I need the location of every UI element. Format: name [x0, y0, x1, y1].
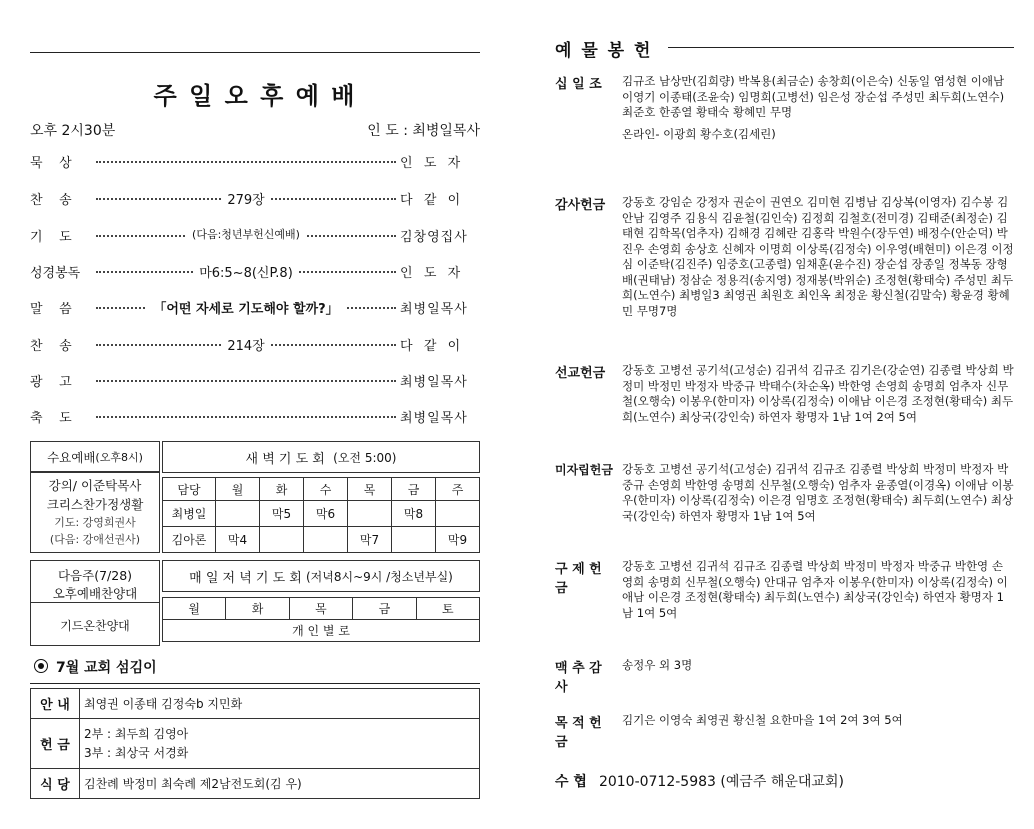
order-content: 279장	[221, 193, 270, 208]
study-next-prayer: (다음: 강애선권사)	[49, 533, 141, 546]
dawn-cell	[216, 501, 260, 527]
offering-label: 선교헌금	[555, 366, 606, 381]
dawn-cell	[304, 527, 348, 553]
dawn-header-cell: 수	[304, 478, 348, 501]
offering-online: 온라인- 이광희 황수호(김세린)	[622, 126, 776, 141]
offering-names: 강동호 강임순 강정자 권순이 권연오 김미현 김병남 김상복(이영자) 김수봉 김안남 김영주 김용식 김윤철(김인숙) 김정희 김철호(전미경) 김태준(최정순) 김태현 김학목(엄추자) 김해경 김혜란 김홍락 박원수(장두연) 배정수(안순덕) 박진우 손영희 송상호 신혜자 이명희 이상록(김정숙) 이우영(배현미) 이은경 이정심 이준탁(김진주) 임중호(고종렬) 임채훈(윤수진) 장순섭 장종일 정복동 장형배(권태남) 정삼순 정용걱(송지영) 정재봉(박위순) 조정현(황태숙) 주성민 최두희(노연수) 최병일3 최영권 최원호 최인옥 최정운 황신철(김말숙) 황윤경 황혜민 무명7명	[622, 195, 1014, 318]
dawn-cell: 막5	[260, 501, 304, 527]
wednesday-service-box	[30, 441, 160, 473]
evening-prayer-table	[162, 597, 480, 642]
dawn-header-cell: 화	[260, 478, 304, 501]
bank-info	[555, 771, 844, 791]
order-row	[30, 371, 480, 391]
order-leader: 인 도 자	[400, 156, 462, 171]
order-row	[30, 407, 480, 427]
dawn-row-pastor: 김아론	[163, 527, 216, 553]
dawn-row-pastor: 최병일	[163, 501, 216, 527]
service-team-heading: 7월 교회 섬김이	[34, 657, 157, 677]
dawn-header-cell: 목	[348, 478, 392, 501]
dawn-cell: 막8	[392, 501, 436, 527]
order-leader: 다 같 이	[400, 193, 462, 208]
service-team-table	[30, 688, 480, 799]
order-leader: 최병일목사	[400, 302, 468, 317]
evening-day-cell: 화	[226, 598, 289, 620]
top-rule-left	[30, 52, 480, 53]
order-leader: 최병일목사	[400, 375, 468, 390]
order-label: 기 도	[30, 230, 72, 245]
wed-title: 수요예배	[47, 450, 96, 465]
study-lecturer: 강의/ 이준탁목사	[48, 478, 142, 493]
next-week-choir-label: 오후예배찬양대	[52, 586, 138, 601]
dawn-cell	[348, 501, 392, 527]
offering-names: 강동호 고병선 김귀석 김규조 김종렬 박상희 박정미 박정자 박중규 박한영 손영희 송명희 신무철(오행숙) 안대규 엄추자 이봉우(한미자) 이상록(김정숙) 이애남 이은경 조정현(황태숙) 최두희(노연수) 최상국(강인숙) 하연자 황명자 1남 1여 5여	[622, 559, 1008, 620]
offering-label: 구 제 헌 금	[555, 562, 602, 596]
dawn-header-cell: 금	[392, 478, 436, 501]
offerings-heading: 예 물 봉 헌	[555, 41, 653, 61]
order-content: 마6:5~8(신P.8)	[193, 266, 299, 281]
dawn-header-cell: 월	[216, 478, 260, 501]
order-row	[30, 152, 480, 172]
service-time: 오후 2시30분	[30, 123, 116, 139]
evening-prayer-title-box	[162, 560, 480, 592]
dawn-title: 새 벽 기 도 회	[245, 451, 325, 467]
order-row	[30, 335, 480, 355]
service-kitchen: 김찬례 박정미 최숙례 제2남전도회(김 우)	[80, 769, 480, 799]
wed-time: (오후8시)	[95, 451, 143, 464]
dawn-header-cell: 주	[436, 478, 480, 501]
offering-names: 강동호 고병선 공기석(고성순) 김귀석 김규조 김기은(강순연) 김종렬 박상희 박정미 박정민 박정자 박중규 박태수(차순옥) 박한영 손영희 송명희 엄추자 신무철(오행숙) 이봉우(한미자) 이상록(김정숙) 이애남 이은경 조정현(황태숙) 최두희(노연수) 최상국(강인숙) 하연자 황명자 1남 1여 2여 5여	[622, 363, 1014, 424]
service-leader: 인 도 : 최병일목사	[367, 123, 480, 139]
order-label: 성경봉독	[30, 266, 81, 281]
order-row	[30, 298, 480, 318]
order-label: 묵 상	[30, 156, 72, 171]
service-ushers-label: 안 내	[31, 689, 80, 719]
evening-day-cell: 목	[289, 598, 352, 620]
offering-names: 강동호 고병선 공기석(고성순) 김귀석 김규조 김종렬 박상희 박정미 박정자 박중규 손영희 박한영 송명희 신무철(오행숙) 엄추자 윤종열(이경옥) 이애남 이봉우(한미자) 이상록(김정숙) 이은경 임명호 조정현(황태숙) 최두희(노연수) 최상국(강인숙) 하연자 황명자 1남 1여 5여	[622, 462, 1014, 523]
service-ushers: 최영권 이종태 김정숙b 지민화	[80, 689, 480, 719]
dawn-prayer-title-box	[162, 441, 480, 473]
next-week-choir: 기드온찬양대	[60, 619, 130, 633]
evening-time: (저녁8시~9시 /청소년부실)	[305, 569, 453, 584]
order-leader: 인 도 자	[400, 266, 462, 281]
order-label: 축 도	[30, 411, 72, 426]
study-prayer: 기도: 강영희권사	[54, 516, 136, 529]
order-content: (다음:청년부헌신예배)	[186, 228, 306, 241]
service-offering-3rd: 3부 : 최상국 서경화	[84, 745, 189, 760]
order-leader: 다 같 이	[400, 339, 462, 354]
next-week-date: 다음주(7/28)	[57, 568, 133, 583]
order-label: 말 씀	[30, 302, 72, 317]
dawn-cell: 막7	[348, 527, 392, 553]
evening-day-cell: 월	[163, 598, 226, 620]
offering-label: 목 적 헌 금	[555, 716, 602, 750]
dawn-cell: 막6	[304, 501, 348, 527]
dawn-cell: 막4	[216, 527, 260, 553]
offering-label: 십 일 조	[555, 77, 602, 92]
dawn-cell: 막9	[436, 527, 480, 553]
evening-day-cell: 토	[416, 598, 479, 620]
study-topic: 크리스찬가정생활	[46, 497, 144, 512]
offerings-heading-rule	[668, 47, 1014, 48]
offering-names: 송정우 외 3명	[622, 658, 693, 672]
order-row	[30, 189, 480, 209]
dawn-cell	[392, 527, 436, 553]
dawn-header-cell: 담당	[163, 478, 216, 501]
bank-label: 수 협	[555, 774, 587, 790]
offering-names: 김기은 이영숙 최영권 황신철 요한마을 1여 2여 3여 5여	[622, 713, 903, 727]
dawn-cell	[436, 501, 480, 527]
order-leader: 김창영집사	[400, 230, 468, 245]
offering-label: 감사헌금	[555, 198, 606, 213]
offering-label: 맥 추 감 사	[555, 661, 602, 695]
study-box	[30, 471, 160, 553]
order-label: 광 고	[30, 375, 72, 390]
offering-names: 김규조 남상만(김희량) 박복용(최금순) 송창희(이은숙) 신동일 염성현 이애남 이영기 이종태(조윤숙) 임명희(고병선) 임은성 장순섭 주성민 최두희(노연수) 최준호 한종열 황태숙 황혜민 무명	[622, 74, 1005, 119]
order-content: 「어떤 자세로 기도해야 할까?」	[147, 302, 344, 317]
service-kitchen-label: 식 당	[31, 769, 80, 799]
service-offering-label: 헌 금	[31, 719, 80, 769]
evening-title: 매 일 저 녁 기 도 회	[189, 570, 302, 586]
offering-label: 미자립헌금	[555, 463, 613, 477]
dawn-time: (오전 5:00)	[333, 450, 397, 465]
order-label: 찬 송	[30, 193, 72, 208]
next-week-box	[30, 560, 160, 646]
order-leader: 최병일목사	[400, 411, 468, 426]
service-title: 주 일 오 후 예 배	[153, 82, 357, 110]
service-team-rule	[30, 683, 480, 684]
bank-account: 2010-0712-5983 (예금주 해운대교회)	[598, 774, 844, 790]
order-label: 찬 송	[30, 339, 72, 354]
service-offering-2nd: 2부 : 최두희 김영아	[84, 726, 189, 741]
evening-day-cell: 금	[353, 598, 416, 620]
dawn-cell	[260, 527, 304, 553]
order-content: 214장	[221, 339, 270, 354]
order-row	[30, 226, 480, 246]
dawn-prayer-table	[162, 477, 480, 553]
bullet-circle-icon	[34, 659, 48, 673]
order-row	[30, 262, 480, 282]
evening-note: 개 인 별 로	[163, 620, 480, 642]
